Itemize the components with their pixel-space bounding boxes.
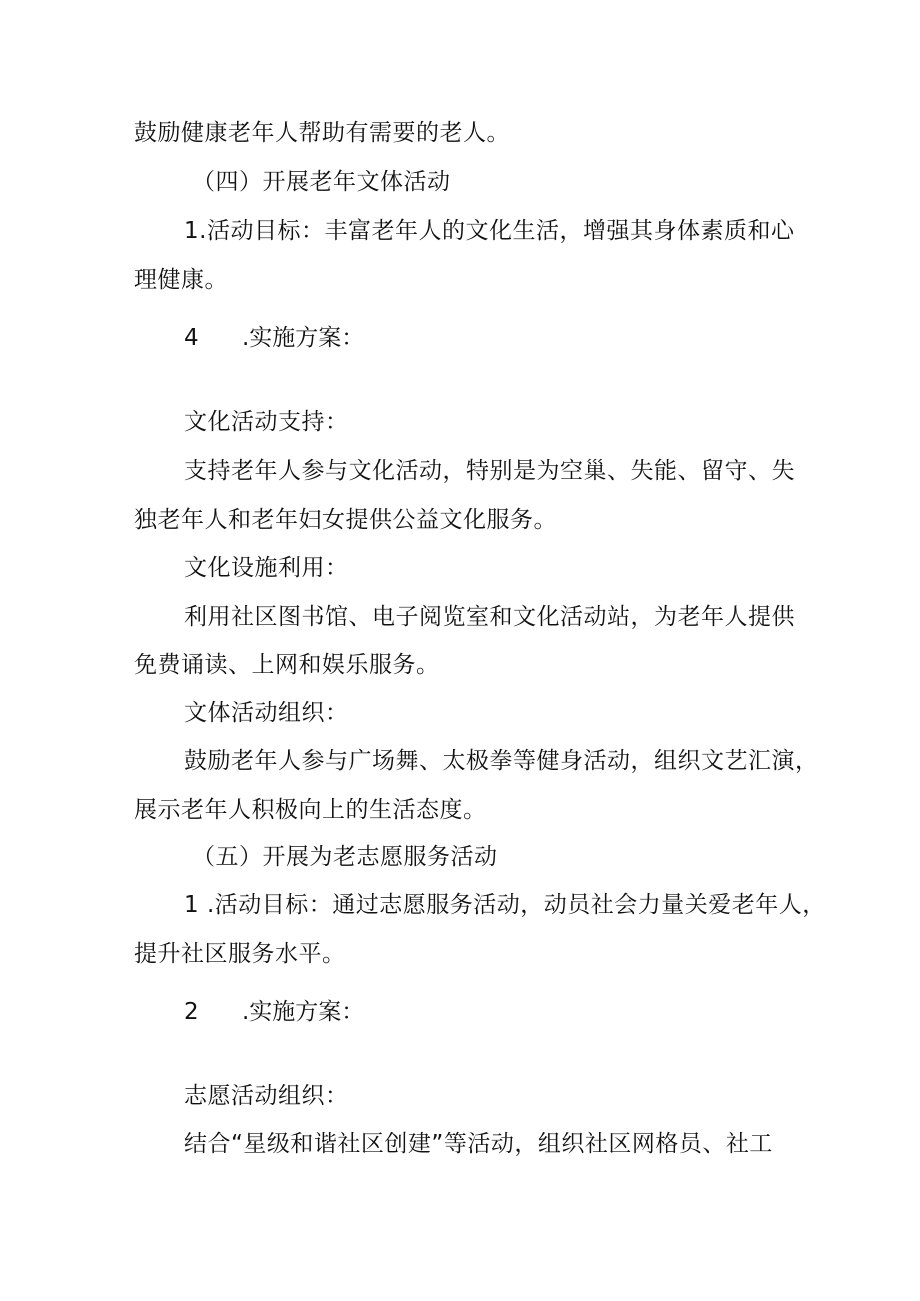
section-heading-5: （五）开展为老志愿服务活动	[192, 844, 498, 870]
paragraph-line: 支持老年人参与文化活动，特别是为空巢、失能、留守、失	[184, 458, 795, 484]
plan-item-label: .实施方案：	[242, 999, 365, 1025]
paragraph-line: 1 .活动目标：通过志愿服务活动，动员社会力量关爱老年人，	[184, 892, 826, 918]
plan-item-number: 4	[184, 325, 199, 351]
paragraph-line: 理健康。	[134, 267, 228, 293]
paragraph-line: 结合“星级和谐社区创建”等活动，组织社区网格员、社工	[184, 1131, 773, 1157]
paragraph-line: 鼓励健康老年人帮助有需要的老人。	[134, 120, 510, 146]
paragraph-line: 鼓励老年人参与广场舞、太极拳等健身活动，组织文艺汇演，	[184, 748, 819, 774]
subheading-volunteer-organization: 志愿活动组织：	[184, 1083, 349, 1109]
paragraph-line: 免费诵读、上网和娱乐服务。	[134, 652, 440, 678]
paragraph-line: 1.活动目标：丰富老年人的文化生活，增强其身体素质和心	[184, 218, 795, 244]
plan-item	[184, 997, 364, 1027]
plan-item	[184, 323, 364, 353]
paragraph-line: 利用社区图书馆、电子阅览室和文化活动站，为老年人提供	[184, 604, 795, 630]
section-heading-4: （四）开展老年文体活动	[192, 169, 451, 195]
plan-item-number: 2	[184, 999, 199, 1025]
paragraph-line: 独老年人和老年妇女提供公益文化服务。	[134, 507, 557, 533]
plan-item-label: .实施方案：	[242, 325, 365, 351]
subheading-activity-organization: 文体活动组织：	[184, 700, 349, 726]
paragraph-line: 提升社区服务水平。	[134, 941, 346, 967]
subheading-culture-support: 文化活动支持：	[184, 409, 349, 435]
subheading-facility-use: 文化设施利用：	[184, 555, 349, 581]
paragraph-line: 展示老年人积极向上的生活态度。	[134, 797, 487, 823]
